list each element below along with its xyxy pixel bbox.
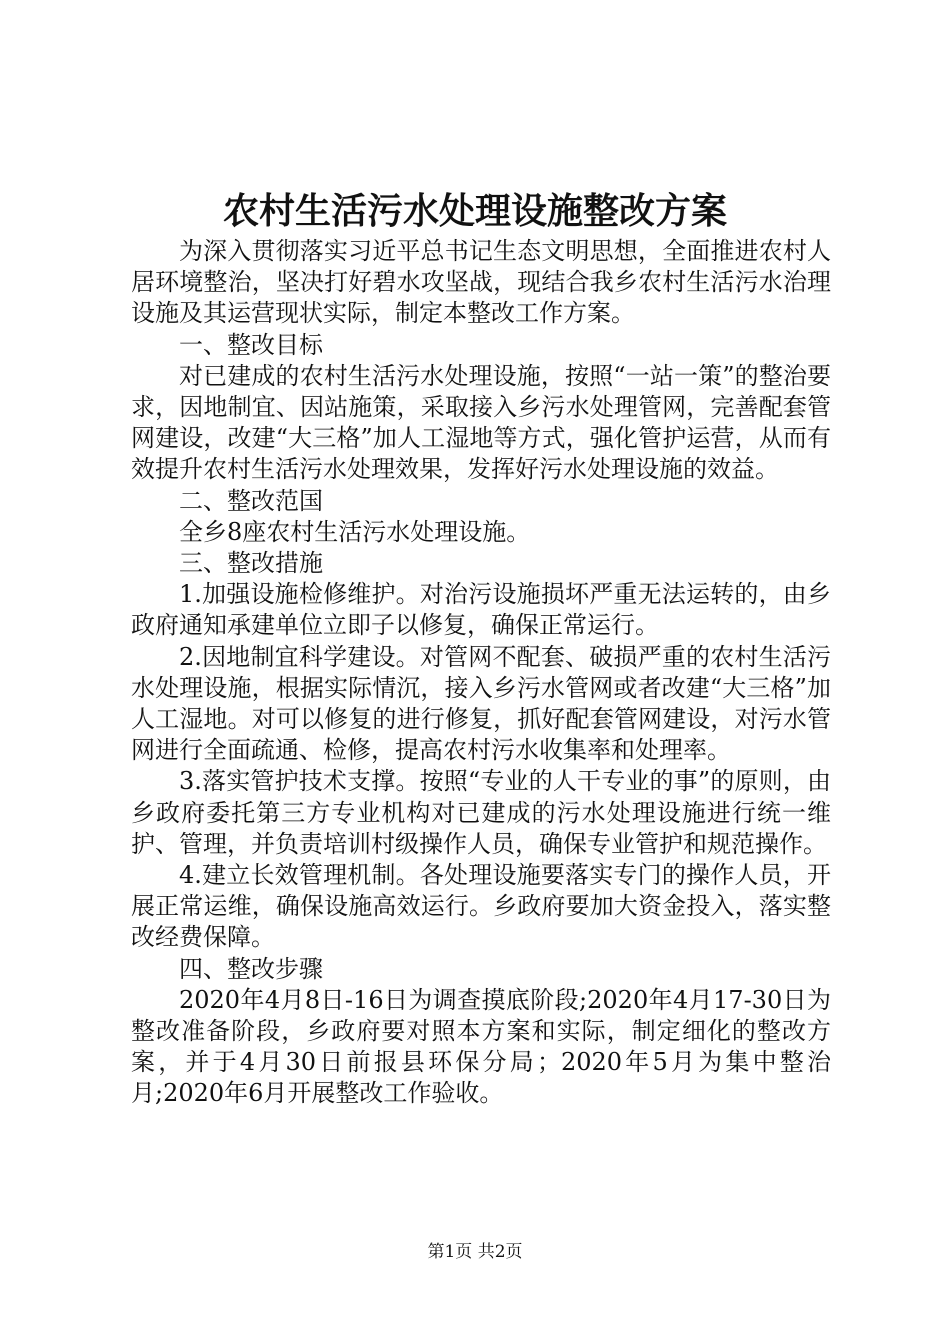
measure-item-2: 2.因地制宜科学建设。对管网不配套、破损严重的农村生活污水处理设施，根据实际情沉，接入乡污水管网或者改建“大三格”加人工湿地。对可以修复的进行修复，抓好配套管网建设，对污水管网进行全面疏通、检修，提高农村污水收集率和处理率。 xyxy=(131,642,831,765)
document-body xyxy=(131,236,831,1110)
measure-item-4: 4.建立长效管理机制。各处理设施要落实专门的操作人员，开展正常运维，确保设施高效运行。乡政府要加大资金投入，落实整改经费保障。 xyxy=(131,861,831,952)
page-number-footer: 第1页 共2页 xyxy=(427,1242,523,1262)
document-title: 农村生活污水处理设施整改方案 xyxy=(222,190,727,232)
steps-paragraph: 2020年4月8日-16日为调查摸底阶段;2020年4月17-30日为整改准备阶段，乡政府要对照本方案和实际，制定细化的整改方案，并于4月30日前报县环保分局；2020年5月为集中整治月;2020年6月开展整改工作验收。 xyxy=(131,985,831,1108)
section-heading-scope: 二、整改范国 xyxy=(179,486,323,515)
section-heading-measures: 三、整改措施 xyxy=(179,549,323,578)
intro-paragraph: 为深入贯彻落实习近平总书记生态文明思想，全面推进农村人居环境整治，坚决打好碧水攻坚战，现结合我乡农村生活污水治理设施及其运营现状实际，制定本整改工作方案。 xyxy=(131,237,831,328)
measure-item-3: 3.落实管护技术支撑。按照“专业的人干专业的事”的原则，由乡政府委托第三方专业机构对已建成的污水处理设施进行统一维护、管理，并负责培训村级操作人员，确保专业管护和规范操作。 xyxy=(131,767,831,858)
goals-paragraph: 对已建成的农村生活污水处理设施，按照“一站一策”的整治要求，因地制宜、因站施策，采取接入乡污水处理管网，完善配套管网建设，改建“大三格”加人工湿地等方式，强化管护运营，从而有效提升农村生活污水处理效果，发挥好污水处理设施的效益。 xyxy=(131,361,831,484)
scope-paragraph: 全乡8座农村生活污水处理设施。 xyxy=(179,517,531,546)
section-heading-goals: 一、整改目标 xyxy=(179,330,323,359)
measure-item-1: 1.加强设施检修维护。对治污设施损坏严重无法运转的，由乡政府通知承建单位立即子以修复，确保正常运行。 xyxy=(131,580,831,640)
section-heading-steps: 四、整改步骤 xyxy=(179,954,323,983)
